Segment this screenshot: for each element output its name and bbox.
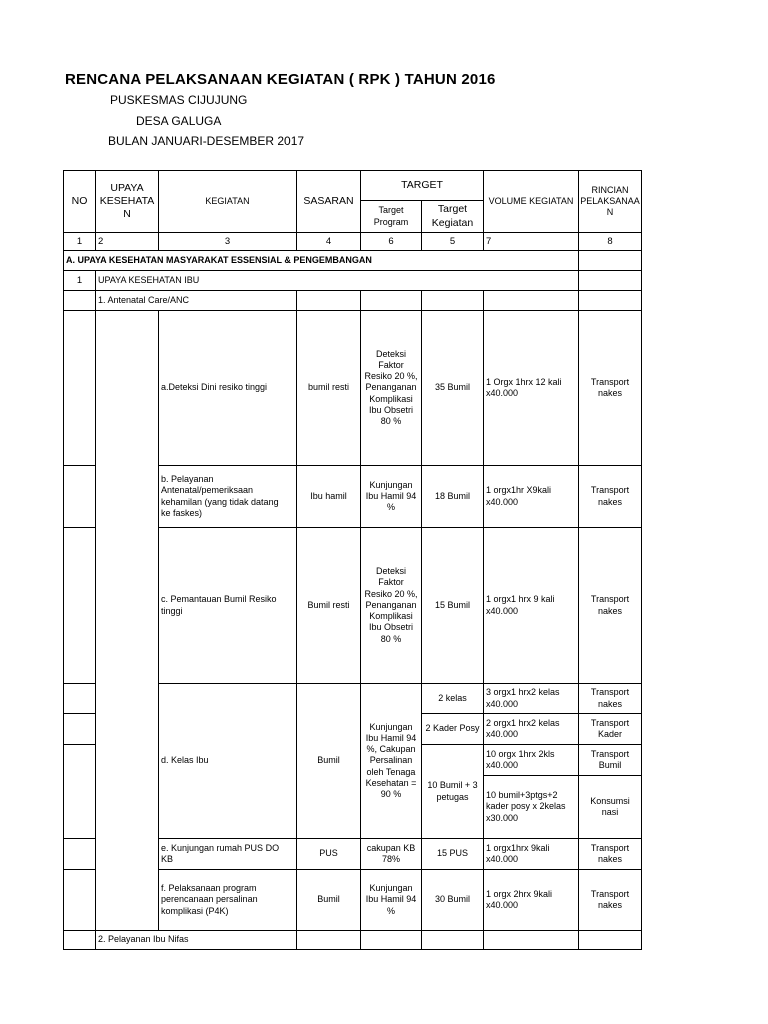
sasaran-cell: PUS xyxy=(296,838,361,870)
empty-cell xyxy=(578,290,642,311)
col-number: 7 xyxy=(483,232,579,251)
volume-cell: 1 orgx 2hrx 9kali x40.000 xyxy=(483,869,579,931)
col-header-sasaran: SASARAN xyxy=(296,170,361,233)
rincian-cell: Transport nakes xyxy=(578,683,642,714)
sasaran-cell: Bumil xyxy=(296,683,361,839)
volume-cell: 1 orgx1hrx 9kali x40.000 xyxy=(483,838,579,870)
no-cell xyxy=(63,465,96,528)
sasaran-cell: Ibu hamil xyxy=(296,465,361,528)
kegiatan-cell: d. Kelas Ibu xyxy=(158,683,297,839)
sasaran-cell: bumil resti xyxy=(296,310,361,466)
sub-title: UPAYA KESEHATAN IBU xyxy=(95,270,579,291)
target-kegiatan-cell: 2 Kader Posy xyxy=(421,713,484,745)
kegiatan-cell: c. Pemantauan Bumil Resiko tinggi xyxy=(158,527,297,684)
no-cell xyxy=(63,744,96,839)
rincian-cell: Transport nakes xyxy=(578,527,642,684)
empty-cell xyxy=(296,930,361,950)
target-kegiatan-cell: 30 Bumil xyxy=(421,869,484,931)
volume-cell: 2 orgx1 hrx2 kelas x40.000 xyxy=(483,713,579,745)
col-number: 8 xyxy=(578,232,642,251)
empty-cell xyxy=(578,930,642,950)
target-program-cell: Deteksi Faktor Resiko 20 %, Penanganan Komplikasi Ibu Obsetri 80 % xyxy=(360,310,422,466)
target-kegiatan-cell: 18 Bumil xyxy=(421,465,484,528)
no-cell xyxy=(63,869,96,931)
kegiatan-cell: a.Deteksi Dini resiko tinggi xyxy=(158,310,297,466)
target-program-cell: Kunjungan Ibu Hamil 94 %, Cakupan Persalinan oleh Tenaga Kesehatan = 90 % xyxy=(360,683,422,839)
volume-cell: 3 orgx1 hrx2 kelas x40.000 xyxy=(483,683,579,714)
document-title: RENCANA PELAKSANAAN KEGIATAN ( RPK ) TAHUN 2016 xyxy=(65,71,496,88)
rincian-cell: Transport nakes xyxy=(578,465,642,528)
target-program-cell: Deteksi Faktor Resiko 20 %, Penanganan Komplikasi Ibu Obsetri 80 % xyxy=(360,527,422,684)
desa-name: DESA GALUGA xyxy=(136,114,222,128)
sasaran-cell: Bumil xyxy=(296,869,361,931)
empty-cell xyxy=(421,290,484,311)
empty-cell xyxy=(63,290,96,311)
col-header-no: NO xyxy=(63,170,96,233)
col-header-upaya: UPAYA KESEHATA N xyxy=(95,170,159,233)
empty-cell xyxy=(578,270,642,291)
volume-cell: 1 Orgx 1hrx 12 kali x40.000 xyxy=(483,310,579,466)
empty-cell xyxy=(483,930,579,950)
target-kegiatan-cell: 15 Bumil xyxy=(421,527,484,684)
volume-cell: 1 orgx1hr X9kali x40.000 xyxy=(483,465,579,528)
col-header-rincian: RINCIAN PELAKSANAA N xyxy=(578,170,642,233)
volume-cell: 10 bumil+3ptgs+2 kader posy x 2kelas x30.000 xyxy=(483,775,579,839)
col-header-target-kegiatan: Target Kegiatan xyxy=(421,200,484,233)
period-label: BULAN JANUARI-DESEMBER 2017 xyxy=(108,134,305,148)
empty-cell xyxy=(360,290,422,311)
col-number: 1 xyxy=(63,232,96,251)
col-header-target-program: Target Program xyxy=(360,200,422,233)
volume-cell: 10 orgx 1hrx 2kls x40.000 xyxy=(483,744,579,776)
target-kegiatan-cell: 35 Bumil xyxy=(421,310,484,466)
rincian-cell: Transport nakes xyxy=(578,869,642,931)
empty-cell xyxy=(483,290,579,311)
rincian-cell: Transport nakes xyxy=(578,310,642,466)
col-number: 2 xyxy=(95,232,159,251)
volume-cell: 1 orgx1 hrx 9 kali x40.000 xyxy=(483,527,579,684)
target-kegiatan-cell: 10 Bumil + 3 petugas xyxy=(421,744,484,839)
no-cell xyxy=(63,838,96,870)
section-a-title: A. UPAYA KESEHATAN MASYARAKAT ESSENSIAL & PENGEMBANGAN xyxy=(63,250,579,271)
rincian-cell: Transport Bumil xyxy=(578,744,642,776)
target-program-cell: cakupan KB 78% xyxy=(360,838,422,870)
col-number: 3 xyxy=(158,232,297,251)
no-cell xyxy=(63,683,96,714)
group-anc-title: 1. Antenatal Care/ANC xyxy=(95,290,297,311)
col-number: 5 xyxy=(421,232,484,251)
empty-cell xyxy=(421,930,484,950)
empty-cell xyxy=(63,930,96,950)
target-kegiatan-cell: 2 kelas xyxy=(421,683,484,714)
rincian-cell: Konsumsi nasi xyxy=(578,775,642,839)
no-cell xyxy=(63,527,96,684)
col-number: 4 xyxy=(296,232,361,251)
col-header-target: TARGET xyxy=(360,170,484,201)
empty-cell xyxy=(578,250,642,271)
col-header-kegiatan: KEGIATAN xyxy=(158,170,297,233)
empty-cell xyxy=(360,930,422,950)
col-number: 6 xyxy=(360,232,422,251)
no-cell xyxy=(63,713,96,745)
target-kegiatan-cell: 15 PUS xyxy=(421,838,484,870)
col-header-volume: VOLUME KEGIATAN xyxy=(483,170,579,233)
kegiatan-cell: f. Pelaksanaan program perencanaan persalinan komplikasi (P4K) xyxy=(158,869,297,931)
upaya-merged-cell xyxy=(95,310,159,931)
target-program-cell: Kunjungan Ibu Hamil 94 % xyxy=(360,869,422,931)
puskesmas-name: PUSKESMAS CIJUJUNG xyxy=(110,93,248,107)
kegiatan-cell: b. Pelayanan Antenatal/pemeriksaan kehamilan (yang tidak datang ke faskes) xyxy=(158,465,297,528)
no-cell xyxy=(63,310,96,466)
target-program-cell: Kunjungan Ibu Hamil 94 % xyxy=(360,465,422,528)
rincian-cell: Transport Kader xyxy=(578,713,642,745)
group-nifas-title: 2. Pelayanan Ibu Nifas xyxy=(95,930,297,950)
sub-number: 1 xyxy=(63,270,96,291)
empty-cell xyxy=(296,290,361,311)
rincian-cell: Transport nakes xyxy=(578,838,642,870)
kegiatan-cell: e. Kunjungan rumah PUS DO KB xyxy=(158,838,297,870)
sasaran-cell: Bumil resti xyxy=(296,527,361,684)
